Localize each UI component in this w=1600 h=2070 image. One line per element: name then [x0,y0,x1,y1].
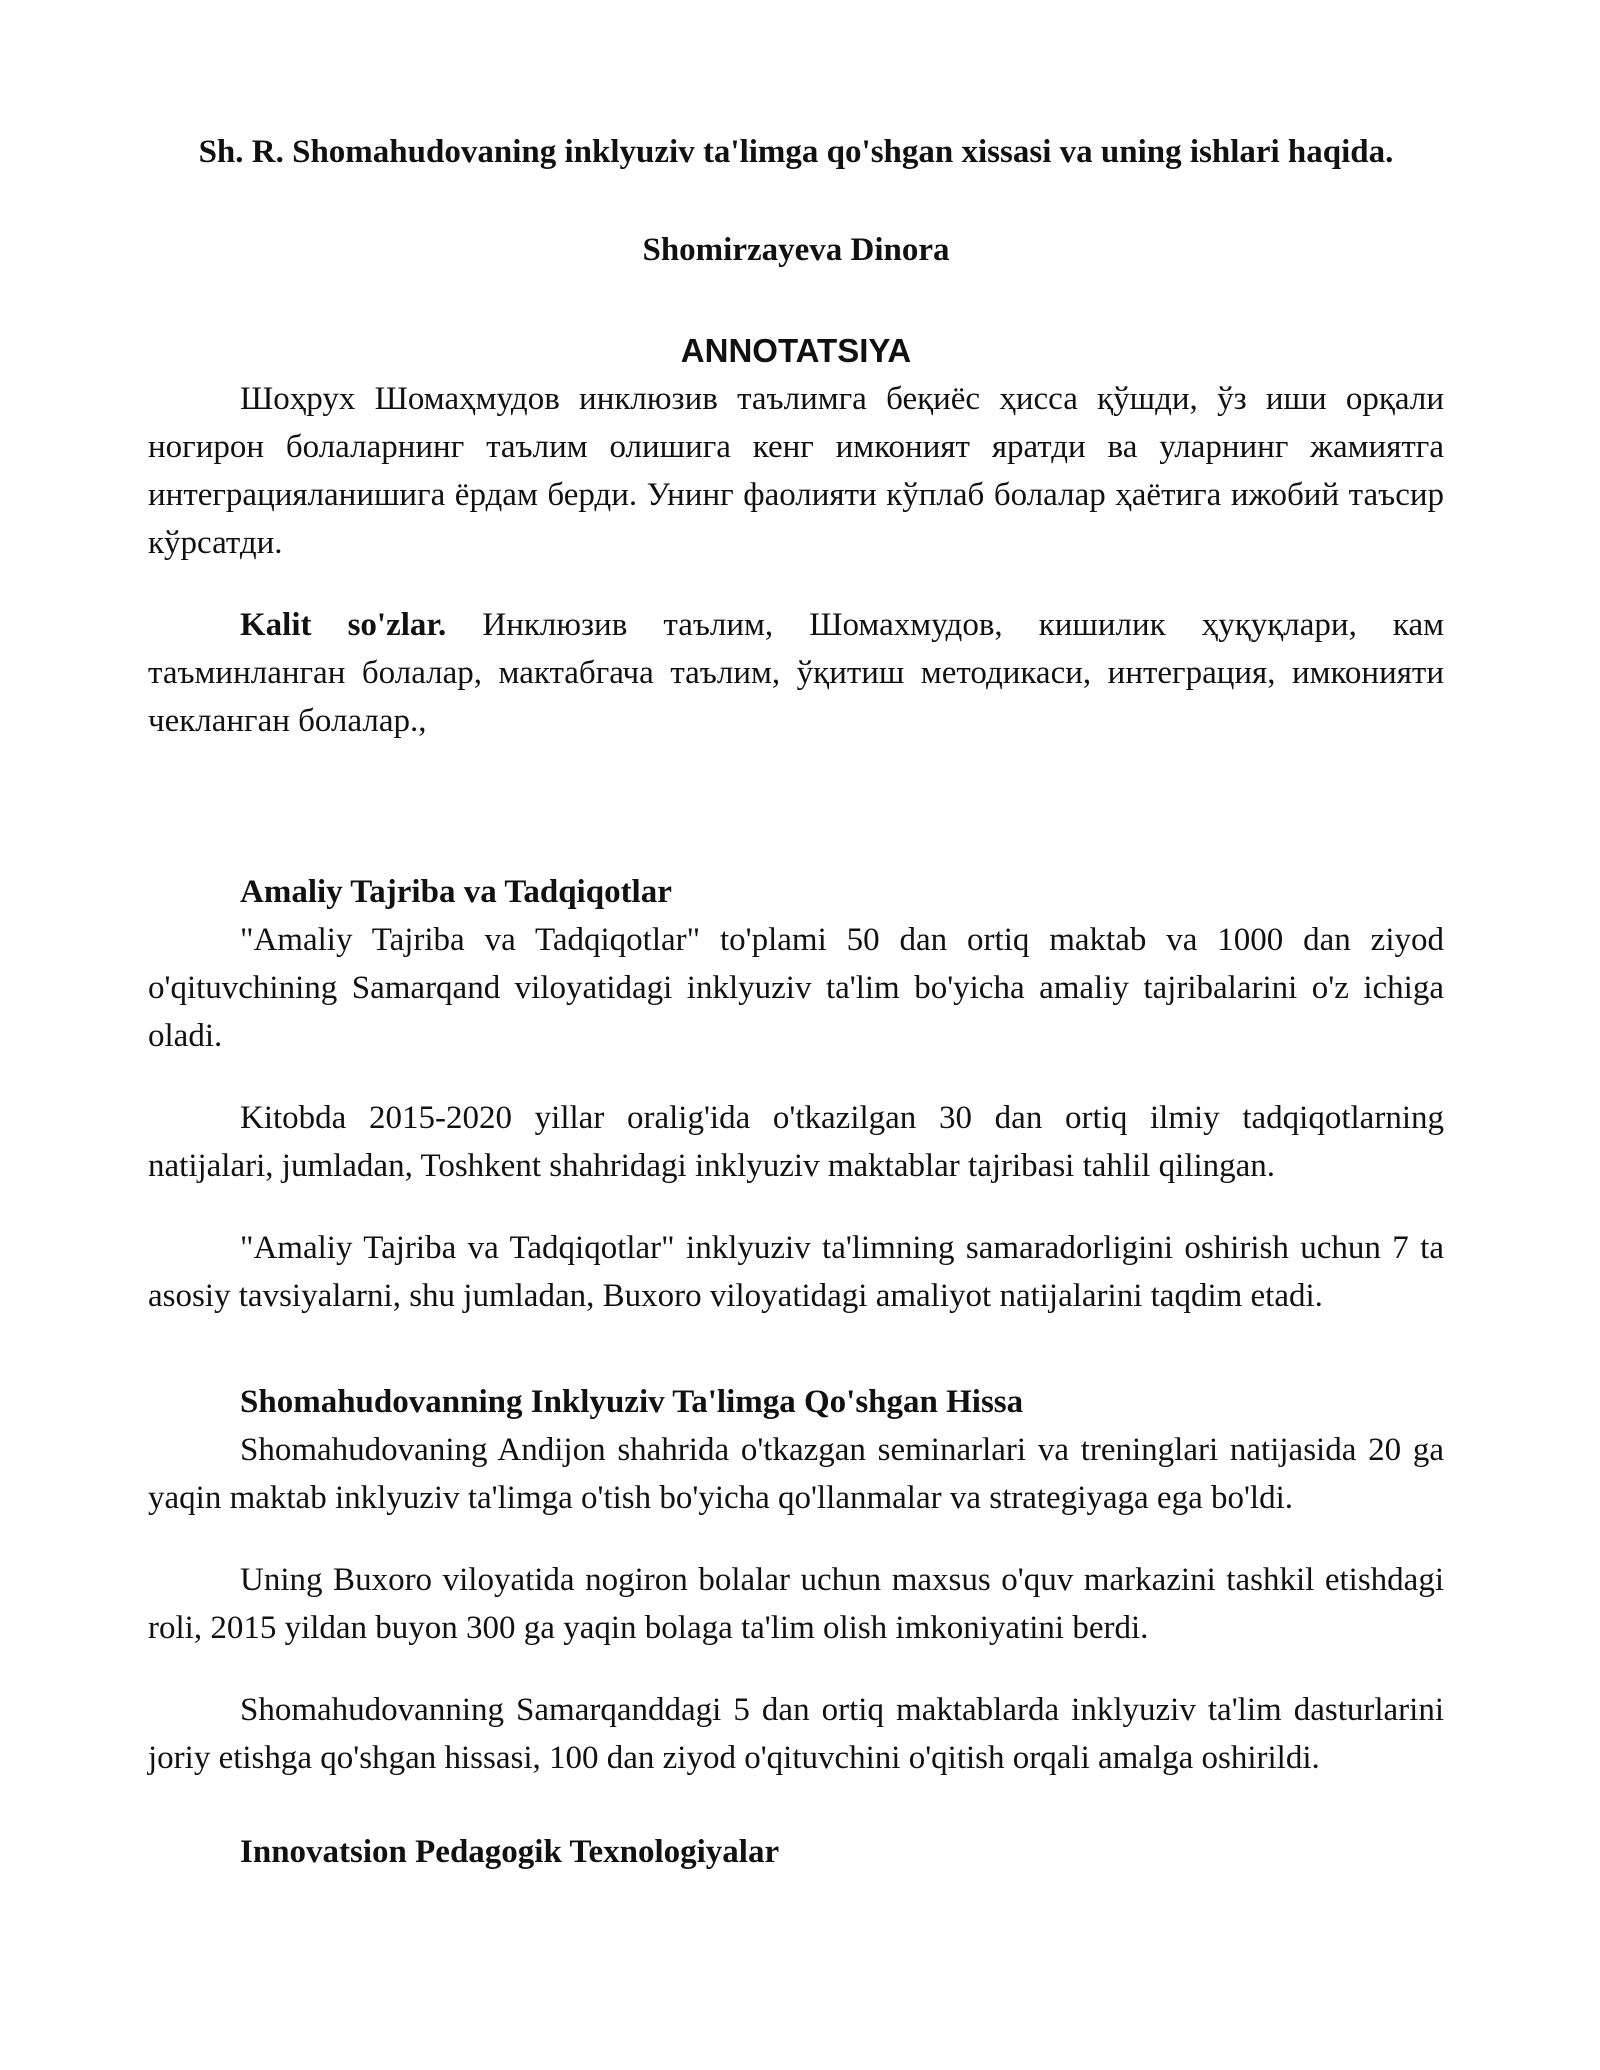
keywords-text: Инклюзив таълим, Шомахмудов, кишилик ҳуқуқлари, кам таъминланган болалар, мактабгача таълим, ўқитиш методикаси, интеграция, имконияти чекланган болалар., [148,607,1444,739]
section-heading-innovatsion: Innovatsion Pedagogik Texnologiyalar [240,1834,780,1870]
annotation-heading: ANNOTATSIYA [680,332,912,369]
keywords-label: Kalit so'zlar. [240,607,447,643]
section-paragraph: Shomahudovaning Andijon shahrida o'tkazgan seminarlari va treninglari natijasida 20 ga yaqin maktab inklyuziv ta'limga o'tish bo'yicha qo'llanmalar va strategiyaga ega bo'ldi. [148,1432,1444,1516]
section-paragraph: "Amaliy Tajriba va Tadqiqotlar" inklyuziv ta'limning samaradorligini oshirish uchun 7 ta asosiy tavsiyalarni, shu jumladan, Buxoro viloyatidagi amaliyot natijalarini taqdim etadi. [148,1230,1444,1314]
section-paragraph: Kitobda 2015-2020 yillar oralig'ida o'tkazilgan 30 dan ortiq ilmiy tadqiqotlarning natijalari, jumladan, Toshkent shahridagi inklyuziv maktablar tajribasi tahlil qilingan. [148,1100,1444,1184]
section-paragraph: "Amaliy Tajriba va Tadqiqotlar" to'plami 50 dan ortiq maktab va 1000 dan ziyod o'qituvchining Samarqand viloyatidagi inklyuziv ta'lim bo'yicha amaliy tajribalarini o'z ichiga oladi. [148,922,1444,1054]
keywords-paragraph [148,601,1444,745]
author-name: Shomirzayeva Dinora [642,232,950,268]
document-title: Sh. R. Shomahudovaning inklyuziv ta'limga qo'shgan xissasi va uning ishlari haqida. [198,134,1394,170]
document-page [148,128,1444,1876]
section-paragraph: Uning Buxoro viloyatida nogiron bolalar uchun maxsus o'quv markazini tashkil etishdagi roli, 2015 yildan buyon 300 ga yaqin bolaga ta'lim olish imkoniyatini berdi. [148,1562,1444,1646]
section-heading-hissa: Shomahudovanning Inklyuziv Ta'limga Qo'shgan Hissa [240,1384,1024,1420]
section-heading-amaliy: Amaliy Tajriba va Tadqiqotlar [240,874,672,910]
section-paragraph: Shomahudovanning Samarqanddagi 5 dan ortiq maktablarda inklyuziv ta'lim dasturlarini joriy etishga qo'shgan hissasi, 100 dan ziyod o'qituvchini o'qitish orqali amalga oshirildi. [148,1692,1444,1776]
annotation-text: Шоҳрух Шомаҳмудов инклюзив таълимга беқиёс ҳисса қўшди, ўз иши орқали ногирон болаларнинг таълим олишига кенг имконият яратди ва уларнинг жамиятга интеграцияланишига ёрдам берди. Унинг фаолияти кўплаб болалар ҳаётига ижобий таъсир кўрсатди. [148,381,1444,561]
